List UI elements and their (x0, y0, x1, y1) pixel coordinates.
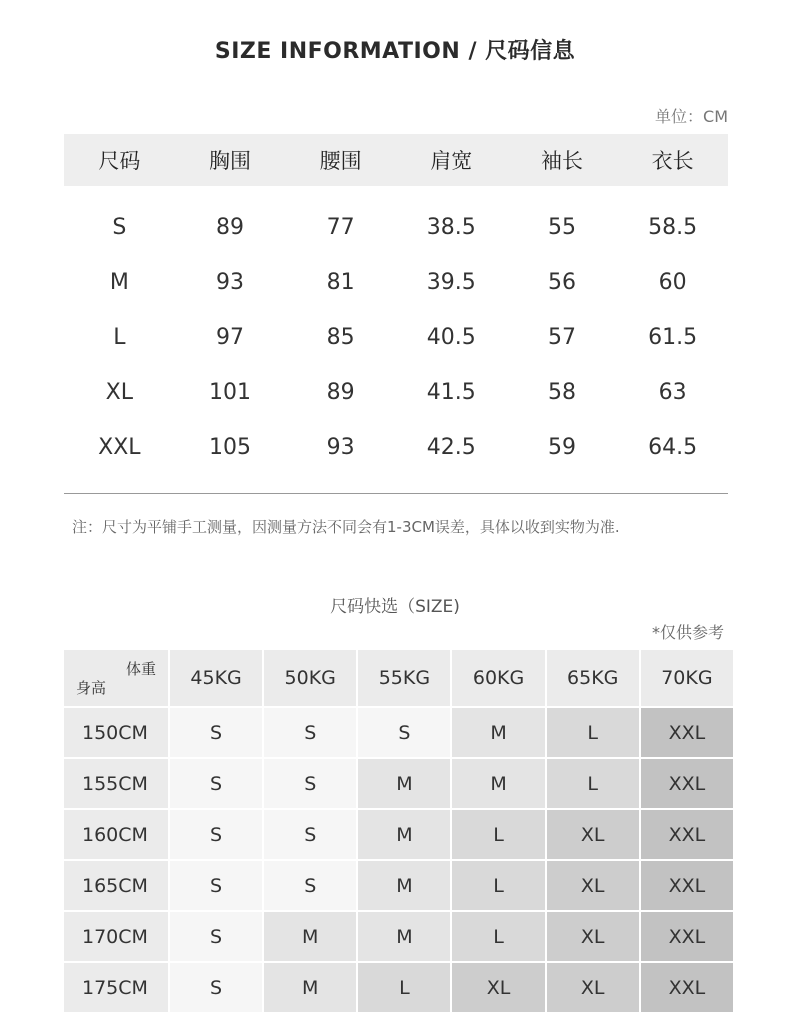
size-recommendation-cell: XL (547, 963, 639, 1012)
weight-header: 45KG (170, 650, 262, 706)
size-cell: 58 (547, 380, 576, 405)
size-recommendation-cell: M (264, 963, 356, 1012)
size-recommendation-cell: L (547, 708, 639, 757)
header-shoulder: 肩宽 (396, 134, 507, 186)
size-recommendation-cell: XXL (641, 861, 733, 910)
page-title: SIZE INFORMATION / 尺码信息 (214, 39, 576, 64)
size-recommendation-cell: M (358, 912, 450, 961)
size-cell: XL (105, 380, 133, 405)
size-recommendation-cell: XL (547, 861, 639, 910)
size-cell: 93 (215, 270, 244, 295)
size-cell: 38.5 (426, 215, 476, 240)
size-cell: 89 (215, 215, 244, 240)
size-cell: 56 (547, 270, 576, 295)
grid-row (64, 912, 733, 961)
reference-label: *仅供参考 (651, 623, 724, 642)
size-cell: 59 (547, 435, 576, 460)
grid-row (64, 759, 733, 808)
size-cell: 42.5 (426, 435, 476, 460)
size-cell: 64.5 (648, 435, 698, 460)
size-recommendation-cell: M (358, 861, 450, 910)
size-recommendation-cell: S (170, 708, 262, 757)
size-cell: 61.5 (648, 325, 698, 350)
grid-header-row (64, 650, 733, 706)
measurement-note: 注：尺寸为平铺手工测量，因测量方法不同会有1-3CM误差，具体以收到实物为准. (72, 518, 620, 536)
header-chest: 胸围 (175, 134, 286, 186)
size-recommendation-cell: S (358, 708, 450, 757)
size-row (64, 365, 728, 420)
size-table-header-row (64, 134, 728, 186)
height-label: 150CM (64, 708, 168, 757)
size-row (64, 255, 728, 310)
height-label: 160CM (64, 810, 168, 859)
size-selector-grid (62, 648, 735, 1014)
corner-weight-label: 体重 (125, 660, 156, 678)
grid-corner (64, 650, 168, 706)
size-recommendation-cell: S (170, 861, 262, 910)
size-cell: 81 (326, 270, 355, 295)
size-table (64, 134, 728, 475)
size-cell: 93 (326, 435, 355, 460)
size-recommendation-cell: M (264, 912, 356, 961)
size-cell: 85 (326, 325, 355, 350)
size-cell: 41.5 (426, 380, 476, 405)
height-label: 165CM (64, 861, 168, 910)
size-recommendation-cell: XL (547, 810, 639, 859)
size-recommendation-cell: L (547, 759, 639, 808)
grid-row (64, 861, 733, 910)
size-recommendation-cell: M (358, 810, 450, 859)
weight-header: 50KG (264, 650, 356, 706)
size-cell: XXL (98, 435, 141, 460)
size-recommendation-cell: XXL (641, 963, 733, 1012)
size-cell: 89 (326, 380, 355, 405)
divider (64, 493, 728, 494)
size-row (64, 420, 728, 475)
height-label: 175CM (64, 963, 168, 1012)
header-size: 尺码 (64, 134, 175, 186)
size-recommendation-cell: S (170, 963, 262, 1012)
size-recommendation-cell: S (170, 912, 262, 961)
size-recommendation-cell: L (452, 810, 544, 859)
size-recommendation-cell: M (452, 759, 544, 808)
size-recommendation-cell: S (170, 759, 262, 808)
header-sleeve: 袖长 (507, 134, 618, 186)
size-cell: 57 (547, 325, 576, 350)
size-recommendation-cell: M (358, 759, 450, 808)
size-recommendation-cell: S (170, 810, 262, 859)
size-cell: 40.5 (426, 325, 476, 350)
unit-label: 单位：CM (655, 107, 728, 126)
header-waist: 腰围 (285, 134, 396, 186)
weight-header: 70KG (641, 650, 733, 706)
size-row (64, 310, 728, 365)
weight-header: 65KG (547, 650, 639, 706)
size-cell: 55 (547, 215, 576, 240)
size-recommendation-cell: XL (452, 963, 544, 1012)
size-cell: 63 (658, 380, 687, 405)
grid-row (64, 708, 733, 757)
grid-row (64, 810, 733, 859)
height-label: 170CM (64, 912, 168, 961)
size-recommendation-cell: M (452, 708, 544, 757)
size-recommendation-cell: L (358, 963, 450, 1012)
size-recommendation-cell: L (452, 861, 544, 910)
size-cell: 60 (658, 270, 687, 295)
size-recommendation-cell: S (264, 810, 356, 859)
size-recommendation-cell: S (264, 759, 356, 808)
quick-select-title: 尺码快选（SIZE) (330, 597, 460, 617)
size-recommendation-cell: XXL (641, 810, 733, 859)
size-row (64, 200, 728, 255)
weight-header: 55KG (358, 650, 450, 706)
size-recommendation-cell: XXL (641, 912, 733, 961)
header-length: 衣长 (617, 134, 728, 186)
size-recommendation-cell: S (264, 708, 356, 757)
size-cell: 39.5 (426, 270, 476, 295)
size-cell: 101 (208, 380, 251, 405)
size-cell: 77 (326, 215, 355, 240)
size-recommendation-cell: L (452, 912, 544, 961)
size-cell: S (112, 215, 127, 240)
size-cell: 97 (215, 325, 244, 350)
size-cell: 105 (208, 435, 251, 460)
size-recommendation-cell: XXL (641, 759, 733, 808)
size-recommendation-cell: XL (547, 912, 639, 961)
size-cell: 58.5 (648, 215, 698, 240)
height-label: 155CM (64, 759, 168, 808)
grid-row (64, 963, 733, 1012)
weight-header: 60KG (452, 650, 544, 706)
size-recommendation-cell: XXL (641, 708, 733, 757)
corner-height-label: 身高 (76, 679, 107, 697)
size-recommendation-cell: S (264, 861, 356, 910)
size-cell: L (113, 325, 126, 350)
size-cell: M (109, 270, 129, 295)
